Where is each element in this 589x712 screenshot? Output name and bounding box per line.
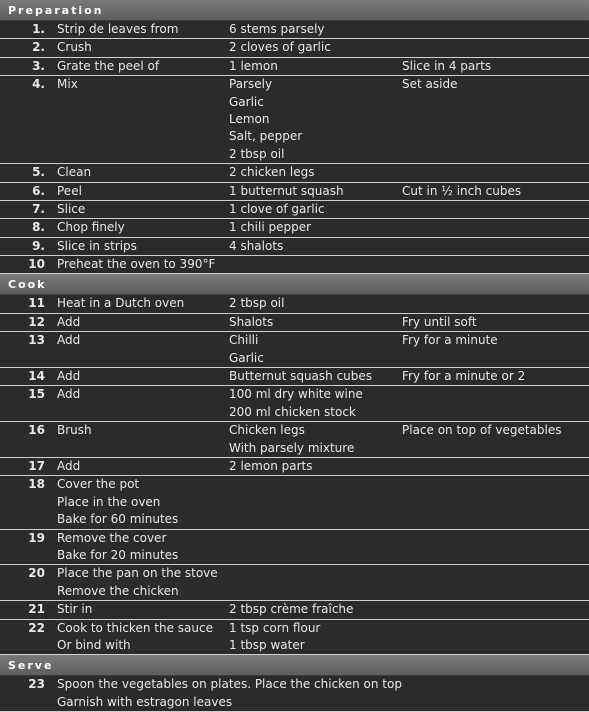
step-ingredients	[225, 332, 398, 367]
step-row	[0, 386, 589, 422]
step-number-text: 17	[28, 458, 45, 473]
step-number-text: 8.	[32, 220, 45, 235]
step-row	[0, 458, 589, 476]
step-number-text: 18	[28, 477, 45, 492]
step-ingredients-line: 1 chili pepper	[229, 220, 312, 235]
step-action	[47, 238, 225, 255]
step-action-line: Clean	[57, 165, 92, 180]
step-action	[47, 219, 225, 236]
step-number	[0, 39, 47, 56]
step-action-line: Add	[57, 387, 81, 402]
step-row	[0, 164, 589, 182]
step-note-line: Fry for a minute	[402, 333, 498, 348]
step-ingredients	[225, 58, 398, 75]
step-note	[398, 314, 589, 331]
step-row	[0, 219, 589, 237]
step-row	[0, 314, 589, 332]
step-row	[0, 476, 589, 529]
step-number-text: 22	[28, 620, 45, 635]
step-ingredients-line: 1 tbsp water	[229, 637, 305, 652]
step-action-line: Peel	[57, 183, 82, 198]
step-ingredients	[225, 368, 398, 385]
step-ingredients-line: Chicken legs	[229, 423, 305, 438]
step-ingredients-line: Lemon	[229, 111, 270, 126]
step-row	[0, 565, 589, 601]
step-action-line: Slice in strips	[57, 238, 137, 253]
step-action-line: Place the pan on the stove	[57, 566, 218, 581]
step-action-line: Cover the pot	[57, 477, 140, 492]
step-row	[0, 601, 589, 619]
step-ingredients-line: 1 lemon	[229, 58, 278, 73]
step-action	[47, 21, 225, 38]
step-action	[47, 314, 225, 331]
step-action-line: Remove the cover	[57, 530, 167, 545]
step-action	[47, 601, 225, 618]
step-action-line: Preheat the oven to 390°F	[57, 257, 216, 272]
step-action-line: Slice	[57, 201, 86, 216]
step-action	[47, 295, 225, 312]
step-number	[0, 238, 47, 255]
step-note-line: Fry for a minute or 2	[402, 369, 526, 384]
step-number-text: 9.	[32, 238, 45, 253]
step-row	[0, 183, 589, 201]
step-number-text: 15	[28, 387, 45, 402]
step-action-line: Add	[57, 369, 81, 384]
step-ingredients-line: 6 stems parsely	[229, 22, 325, 36]
step-action-line: Place in the oven	[57, 494, 161, 509]
step-number	[0, 530, 47, 565]
step-ingredients	[225, 21, 398, 38]
step-number-text: 23	[28, 677, 45, 692]
step-row	[0, 620, 589, 656]
step-note-line: Set aside	[402, 77, 458, 92]
step-row	[0, 76, 589, 164]
section-header-cook: Cook	[0, 274, 589, 295]
step-row	[0, 39, 589, 57]
step-action-line: Stir in	[57, 602, 93, 617]
step-note	[398, 476, 589, 528]
step-action-line: Add	[57, 333, 81, 348]
step-number	[0, 314, 47, 331]
step-ingredients-line: Salt, pepper	[229, 129, 303, 144]
step-action-line: Garnish with estragon leaves	[57, 694, 233, 709]
step-number	[0, 201, 47, 218]
step-action-line: Heat in a Dutch oven	[57, 296, 185, 311]
step-ingredients-line: 1 butternut squash	[229, 183, 344, 198]
step-ingredients	[225, 314, 398, 331]
step-action-line: Add	[57, 458, 81, 473]
step-action-line: Brush	[57, 423, 92, 438]
step-ingredients-line: With parsely mixture	[229, 440, 355, 455]
step-number	[0, 368, 47, 385]
step-ingredients	[225, 238, 398, 255]
step-ingredients	[225, 530, 398, 565]
step-number-text: 16	[28, 423, 45, 438]
step-action-line: Cook to thicken the sauce	[57, 620, 213, 635]
step-action	[47, 565, 225, 600]
step-number-text: 7.	[32, 201, 45, 216]
step-ingredients	[225, 219, 398, 236]
step-action	[47, 201, 225, 218]
step-ingredients-line: Chilli	[229, 333, 259, 348]
step-note	[398, 386, 589, 421]
step-ingredients-line: 1 clove of garlic	[229, 201, 325, 216]
step-note	[398, 39, 589, 56]
step-number-text: 10	[28, 257, 45, 272]
step-action-line: Or bind with	[57, 637, 131, 652]
step-ingredients-line: 200 ml chicken stock	[229, 404, 356, 419]
step-row	[0, 21, 589, 39]
step-number	[0, 422, 47, 457]
step-action-line: Crush	[57, 40, 92, 55]
step-note	[398, 183, 589, 200]
step-number-text: 3.	[32, 58, 45, 73]
step-action	[47, 368, 225, 385]
step-row	[0, 58, 589, 76]
step-ingredients	[225, 201, 398, 218]
step-ingredients-line: 100 ml dry white wine	[229, 387, 363, 402]
step-row	[0, 295, 589, 313]
step-ingredients	[225, 295, 398, 312]
step-note-line: Slice in 4 parts	[402, 58, 492, 73]
step-ingredients-line: Garlic	[229, 350, 264, 365]
step-note	[398, 219, 589, 236]
step-number	[0, 164, 47, 181]
step-ingredients-line: 2 cloves of garlic	[229, 40, 331, 55]
step-action-line: Bake for 60 minutes	[57, 512, 179, 527]
step-action-line: Bake for 20 minutes	[57, 547, 179, 562]
step-note	[398, 76, 589, 163]
step-number-text: 1.	[32, 22, 45, 36]
step-ingredients	[225, 39, 398, 56]
section-header-serve: Serve	[0, 655, 589, 676]
step-ingredients	[225, 458, 398, 475]
step-note	[398, 256, 589, 273]
step-ingredients	[225, 183, 398, 200]
step-ingredients-line: Parsely	[229, 77, 273, 92]
step-ingredients	[225, 256, 398, 273]
step-ingredients-line: 2 tbsp oil	[229, 146, 285, 161]
step-number	[0, 458, 47, 475]
step-action	[47, 530, 225, 565]
step-number	[0, 295, 47, 312]
step-number	[0, 620, 47, 655]
step-action	[47, 386, 225, 421]
step-note	[398, 58, 589, 75]
step-number	[0, 601, 47, 618]
step-note	[398, 601, 589, 618]
step-row	[0, 676, 589, 712]
step-number	[0, 219, 47, 236]
step-ingredients	[225, 164, 398, 181]
step-ingredients-line: Garlic	[229, 94, 264, 109]
step-note-line: Fry until soft	[402, 314, 477, 329]
step-action	[47, 620, 225, 655]
step-ingredients	[225, 422, 398, 457]
step-number	[0, 386, 47, 421]
step-ingredients-line: 2 lemon parts	[229, 458, 313, 473]
step-action	[47, 164, 225, 181]
step-number	[0, 76, 47, 163]
step-action	[47, 458, 225, 475]
step-number-text: 4.	[32, 77, 45, 92]
step-ingredients	[225, 565, 398, 600]
step-note-line: Place on top of vegetables	[402, 423, 562, 438]
step-note	[398, 201, 589, 218]
step-ingredients-line: 4 shalots	[229, 238, 284, 253]
step-action	[47, 58, 225, 75]
step-note	[398, 458, 589, 475]
step-note	[398, 238, 589, 255]
step-note	[398, 332, 589, 367]
section-header-preparation: Preparation	[0, 0, 589, 21]
step-note	[398, 21, 589, 38]
step-number-text: 5.	[32, 165, 45, 180]
step-note-line: Cut in ½ inch cubes	[402, 183, 522, 198]
step-ingredients	[225, 620, 398, 655]
step-note	[398, 164, 589, 181]
step-row	[0, 332, 589, 368]
step-action-line: Remove the chicken	[57, 583, 179, 598]
step-note	[398, 530, 589, 565]
step-action-line: Strip de leaves from	[57, 22, 179, 36]
step-ingredients-line: 2 tbsp crème fraîche	[229, 602, 354, 617]
step-number	[0, 183, 47, 200]
step-note	[398, 295, 589, 312]
step-action-line: Grate the peel of	[57, 58, 160, 73]
step-note	[398, 620, 589, 655]
step-number-text: 19	[28, 530, 45, 545]
step-row	[0, 368, 589, 386]
step-ingredients	[225, 476, 398, 528]
step-row	[0, 201, 589, 219]
step-ingredients-line: 2 chicken legs	[229, 165, 315, 180]
step-action-line: Mix	[57, 77, 78, 92]
step-action	[47, 256, 225, 273]
step-ingredients	[225, 76, 398, 163]
step-action	[47, 422, 225, 457]
step-number	[0, 58, 47, 75]
step-action	[47, 332, 225, 367]
step-ingredients	[225, 386, 398, 421]
step-number-text: 20	[28, 566, 45, 581]
step-row	[0, 422, 589, 458]
step-action-line: Spoon the vegetables on plates. Place the chicken on top	[57, 677, 402, 692]
step-row	[0, 256, 589, 274]
step-number	[0, 476, 47, 528]
step-row	[0, 530, 589, 566]
step-action	[47, 476, 225, 528]
step-ingredients-line: 2 tbsp oil	[229, 296, 285, 311]
step-number-text: 2.	[32, 40, 45, 55]
step-action-line: Chop finely	[57, 220, 125, 235]
step-number-text: 12	[28, 314, 45, 329]
step-number-text: 21	[28, 602, 45, 617]
step-action-line: Add	[57, 314, 81, 329]
step-number-text: 6.	[32, 183, 45, 198]
step-number	[0, 332, 47, 367]
step-ingredients-line: 1 tsp corn flour	[229, 620, 321, 635]
step-number	[0, 565, 47, 600]
step-number	[0, 256, 47, 273]
step-number-text: 14	[28, 369, 45, 384]
step-row	[0, 238, 589, 256]
step-ingredients-line: Shalots	[229, 314, 274, 329]
step-note	[398, 565, 589, 600]
step-number-text: 13	[28, 333, 45, 348]
step-action	[47, 39, 225, 56]
step-action	[47, 183, 225, 200]
step-number-text: 11	[28, 296, 45, 311]
step-note	[398, 422, 589, 457]
step-number	[0, 21, 47, 38]
step-ingredients-line: Butternut squash cubes	[229, 369, 373, 384]
step-ingredients	[225, 601, 398, 618]
step-action	[47, 76, 225, 163]
step-note	[398, 368, 589, 385]
